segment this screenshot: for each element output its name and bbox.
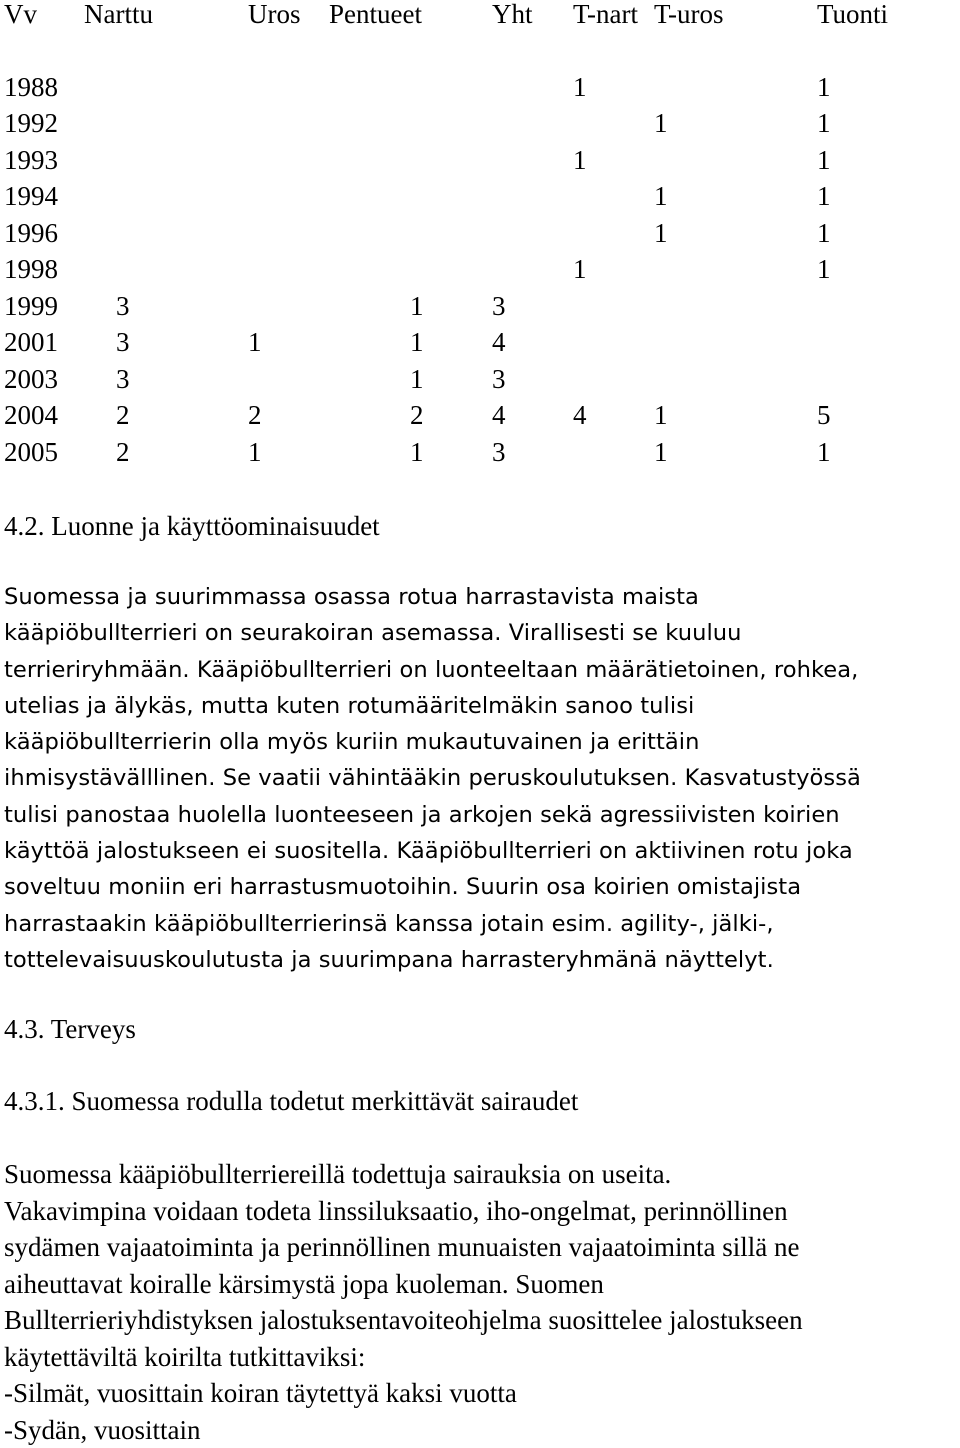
header-cell-female: Narttu (84, 0, 153, 33)
table-cell: 1988 (4, 69, 58, 106)
header-cell-year: Vv (4, 0, 37, 33)
text-line: soveltuu moniin eri harrastusmuotoihin. Suurin osa koirien omistajista (4, 869, 956, 905)
table-row (4, 251, 954, 288)
table-cell: 1 (573, 142, 587, 179)
table-row (4, 288, 954, 325)
section-4-2-paragraph (4, 579, 956, 978)
text-line: sydämen vajaatoiminta ja perinnöllinen munuaisten vajaatoiminta sillä ne (4, 1229, 956, 1266)
text-line: Suomessa ja suurimmassa osassa rotua harrastavista maista (4, 579, 956, 615)
table-body (4, 69, 954, 471)
table-cell: 3 (116, 288, 130, 325)
text-line: harrastaakin kääpiöbullterrierinsä kanssa jotain esim. agility-, jälki-, (4, 906, 956, 942)
header-cell-litters: Pentueet (329, 0, 422, 33)
table-cell: 3 (116, 361, 130, 398)
table-cell: 1 (817, 69, 831, 106)
text-line: käyttöä jalostukseen ei suositella. Kääpiöbullterrieri on aktiivinen rotu joka (4, 833, 956, 869)
table-header-row (4, 0, 954, 33)
text-line: tottelevaisuuskoulutusta ja suurimpana harrasteryhmänä näyttelyt. (4, 942, 956, 978)
text-line: kääpiöbullterrierin olla myös kuriin mukautuvainen ja erittäin (4, 724, 956, 760)
table-cell: 5 (817, 397, 831, 434)
table-row (4, 69, 954, 106)
table-cell: 1 (654, 178, 668, 215)
table-cell: 1992 (4, 105, 58, 142)
table-cell: 1 (654, 105, 668, 142)
text-line: ihmisystävälllinen. Se vaatii vähintääkin peruskoulutuksen. Kasvatustyössä (4, 760, 956, 796)
table-cell: 1 (248, 324, 262, 361)
table-cell: 1 (654, 397, 668, 434)
text-line: Bullterrieriyhdistyksen jalostuksentavoiteohjelma suosittelee jalostukseen (4, 1302, 956, 1339)
table-cell: 1 (817, 178, 831, 215)
table-cell: 1 (817, 105, 831, 142)
table-cell: 1996 (4, 215, 58, 252)
table-cell: 2003 (4, 361, 58, 398)
table-cell: 1 (817, 434, 831, 471)
table-cell: 4 (492, 397, 506, 434)
table-cell: 3 (492, 288, 506, 325)
table-row (4, 397, 954, 434)
table-cell: 1 (410, 324, 424, 361)
section-heading-4-3: 4.3. Terveys (4, 1011, 136, 1048)
text-line: Suomessa kääpiöbullterriereillä todettuja sairauksia on useita. (4, 1156, 956, 1193)
text-line: aiheuttavat koiralle kärsimystä jopa kuoleman. Suomen (4, 1266, 956, 1303)
table-cell: 1 (410, 288, 424, 325)
text-line: Vakavimpina voidaan todeta linssiluksaatio, iho-ongelmat, perinnöllinen (4, 1193, 956, 1230)
table-cell: 1 (817, 251, 831, 288)
text-line: tulisi panostaa huolella luonteeseen ja arkojen sekä agressiivisten koirien (4, 797, 956, 833)
table-cell: 1 (654, 215, 668, 252)
table-cell: 1999 (4, 288, 58, 325)
table-cell: 1 (573, 69, 587, 106)
table-cell: 3 (492, 434, 506, 471)
table-cell: 2 (410, 397, 424, 434)
text-line: -Silmät, vuosittain koiran täytettyä kaksi vuotta (4, 1375, 956, 1412)
text-line: käytettäviltä koirilta tutkittaviksi: (4, 1339, 956, 1376)
header-cell-total: Yht (492, 0, 533, 33)
table-cell: 4 (573, 397, 587, 434)
table-row (4, 434, 954, 471)
table-cell: 1 (573, 251, 587, 288)
table-cell: 1 (654, 434, 668, 471)
text-line: utelias ja älykäs, mutta kuten rotumääritelmäkin sanoo tulisi (4, 688, 956, 724)
table-cell: 4 (492, 324, 506, 361)
section-heading-4-3-1: 4.3.1. Suomessa rodulla todetut merkittävät sairaudet (4, 1083, 578, 1120)
table-cell: 1 (817, 142, 831, 179)
section-4-3-1-paragraph (4, 1156, 956, 1448)
header-cell-male: Uros (248, 0, 301, 33)
header-cell-import-male: T-uros (654, 0, 724, 33)
table-cell: 1 (817, 215, 831, 252)
text-line: terrieriryhmään. Kääpiöbullterrieri on luonteeltaan määrätietoinen, rohkea, (4, 652, 956, 688)
table-cell: 2 (248, 397, 262, 434)
table-row (4, 178, 954, 215)
text-line: -Sydän, vuosittain (4, 1412, 956, 1448)
text-line: kääpiöbullterrieri on seurakoiran asemassa. Virallisesti se kuuluu (4, 615, 956, 651)
header-cell-import-female: T-nart (573, 0, 638, 33)
table-cell: 1994 (4, 178, 58, 215)
table-row (4, 324, 954, 361)
table-cell: 2004 (4, 397, 58, 434)
table-cell: 1993 (4, 142, 58, 179)
table-row (4, 105, 954, 142)
table-row (4, 142, 954, 179)
header-cell-imports: Tuonti (817, 0, 888, 33)
section-heading-4-2: 4.2. Luonne ja käyttöominaisuudet (4, 508, 380, 545)
table-cell: 2 (116, 397, 130, 434)
table-cell: 1 (248, 434, 262, 471)
table-cell: 3 (492, 361, 506, 398)
table-row (4, 215, 954, 252)
table-cell: 2001 (4, 324, 58, 361)
table-cell: 1 (410, 434, 424, 471)
table-cell: 3 (116, 324, 130, 361)
table-cell: 1998 (4, 251, 58, 288)
table-row (4, 361, 954, 398)
table-cell: 2005 (4, 434, 58, 471)
litters-table (4, 0, 954, 470)
table-cell: 2 (116, 434, 130, 471)
table-cell: 1 (410, 361, 424, 398)
